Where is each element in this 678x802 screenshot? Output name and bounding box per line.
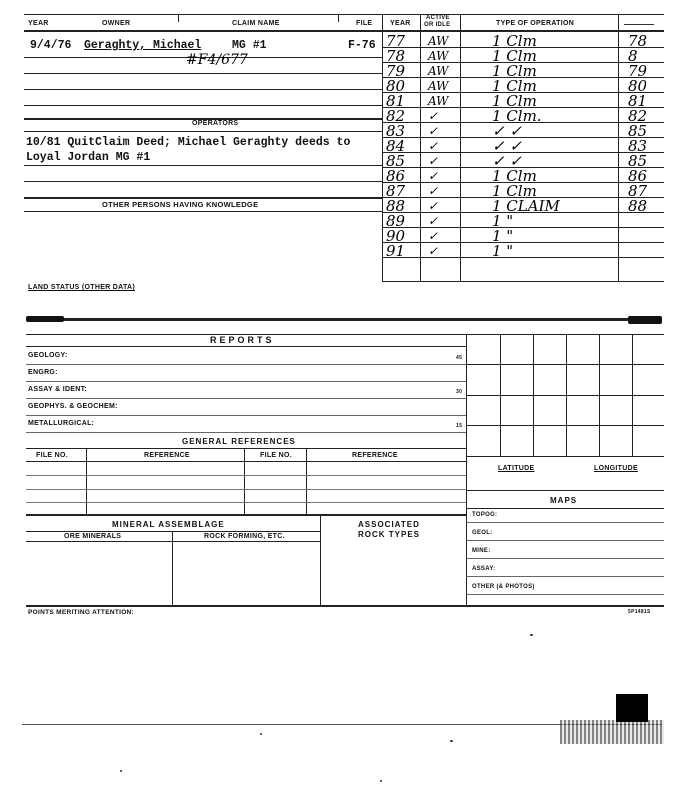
log-type: 1 Clm: [492, 77, 537, 95]
gr-file-no: FILE NO.: [36, 452, 68, 459]
log-active: ✓: [428, 139, 439, 153]
header-year: YEAR: [28, 20, 49, 27]
associated-rock-types-line-2: ROCK TYPES: [358, 530, 421, 539]
log-active: ✓: [428, 229, 439, 243]
maps-item-label: GEOL:: [472, 530, 493, 536]
log-type: 1 Clm: [492, 92, 537, 110]
log-active: AW: [428, 79, 449, 93]
log-year: 91: [386, 242, 406, 260]
log-right-number: 79: [628, 62, 648, 80]
log-active: AW: [428, 34, 449, 48]
log-year: 90: [386, 227, 406, 245]
latitude-label: LATITUDE: [498, 465, 535, 472]
log-right-number: 8: [628, 47, 638, 65]
gr-reference-2: REFERENCE: [352, 452, 398, 459]
log-year: 82: [386, 107, 406, 125]
land-status-label: LAND STATUS (OTHER DATA): [28, 284, 136, 291]
scan-mark-right: [628, 316, 662, 324]
report-row-label: GEOLOGY:: [28, 352, 68, 359]
header-year-2: YEAR: [390, 20, 411, 27]
log-type: 1 Clm: [492, 32, 537, 50]
mineral-assemblage-title: MINERAL ASSEMBLAGE: [112, 520, 225, 529]
log-right-number: 78: [628, 32, 648, 50]
header-active-label: ACTIVE: [426, 15, 450, 21]
report-row-label: METALLURGICAL:: [28, 420, 95, 427]
log-active: AW: [428, 49, 449, 63]
log-year: 78: [386, 47, 406, 65]
log-year: 81: [386, 92, 406, 110]
associated-rock-types-line-1: ASSOCIATED: [358, 520, 420, 529]
owner-entry-date: 9/4/76: [30, 39, 72, 52]
scan-dark-block: [616, 694, 648, 722]
header-file: FILE: [356, 20, 373, 27]
operators-label: OPERATORS: [192, 120, 239, 127]
maps-item-label: TOPOG:: [472, 512, 498, 518]
scan-mark-left: [26, 316, 64, 322]
log-right-number: 80: [628, 77, 648, 95]
log-right-number: 85: [628, 152, 648, 170]
general-references-title: GENERAL REFERENCES: [182, 437, 296, 446]
log-active: ✓: [428, 169, 439, 183]
log-type: 1 Clm: [492, 167, 537, 185]
log-right-number: 81: [628, 92, 648, 110]
form-code: 5P1481S: [628, 609, 651, 615]
log-year: 88: [386, 197, 406, 215]
points-meriting-attention-label: POINTS MERITING ATTENTION:: [28, 609, 135, 616]
owner-entry-name: Geraghty, Michael: [84, 39, 202, 52]
log-type: ✓ ✓: [492, 137, 522, 155]
owner-entry-file: F-76: [348, 39, 376, 52]
log-year: 89: [386, 212, 406, 230]
log-type: ✓ ✓: [492, 152, 522, 170]
report-row-number: 45: [456, 355, 463, 361]
log-right-number: 86: [628, 167, 648, 185]
log-type: 1 ": [492, 242, 514, 260]
log-year: 80: [386, 77, 406, 95]
log-type: 1 Clm: [492, 62, 537, 80]
maps-item-label: MINE:: [472, 548, 491, 554]
log-year: 84: [386, 137, 406, 155]
maps-item-label: ASSAY:: [472, 566, 496, 572]
owner-entry-claim: MG #1: [232, 39, 267, 52]
log-year: 83: [386, 122, 406, 140]
log-year: 87: [386, 182, 406, 200]
log-type: 1 ": [492, 212, 514, 230]
report-row-number: 30: [456, 389, 463, 395]
log-active: AW: [428, 64, 449, 78]
log-active: ✓: [428, 199, 439, 213]
maps-title: MAPS: [550, 496, 578, 505]
section-divider: [26, 318, 660, 321]
quitclaim-line-2: Loyal Jordan MG #1: [26, 151, 151, 164]
report-row-label: GEOPHYS. & GEOCHEM:: [28, 403, 118, 410]
maps-item-label: OTHER (& PHOTOS): [472, 584, 535, 590]
gr-reference: REFERENCE: [144, 452, 190, 459]
report-row-number: 15: [456, 423, 463, 429]
log-type: 1 Clm: [492, 182, 537, 200]
log-type: 1 CLAIM: [492, 197, 560, 215]
log-year: 79: [386, 62, 406, 80]
log-active: ✓: [428, 244, 439, 258]
owner-entry-handwritten-number: #F4/677: [186, 52, 248, 68]
log-type: 1 Clm: [492, 47, 537, 65]
report-row-label: ASSAY & IDENT:: [28, 386, 88, 393]
log-type: 1 ": [492, 227, 514, 245]
log-type: 1 Clm.: [492, 107, 542, 125]
log-year: 85: [386, 152, 406, 170]
log-active: AW: [428, 94, 449, 108]
log-active: ✓: [428, 184, 439, 198]
log-active: ✓: [428, 214, 439, 228]
log-active: ✓: [428, 124, 439, 138]
other-persons-label: OTHER PERSONS HAVING KNOWLEDGE: [102, 200, 259, 209]
reports-title: REPORTS: [210, 335, 275, 345]
log-right-number: 82: [628, 107, 648, 125]
header-claim-name: CLAIM NAME: [232, 20, 280, 27]
log-active: ✓: [428, 109, 439, 123]
longitude-label: LONGITUDE: [594, 465, 638, 472]
log-right-number: 88: [628, 197, 648, 215]
ore-minerals-label: ORE MINERALS: [64, 533, 122, 540]
rock-forming-label: ROCK FORMING, ETC.: [204, 533, 285, 540]
log-year: 86: [386, 167, 406, 185]
header-owner: OWNER: [102, 20, 131, 27]
header-type-of-operation: TYPE OF OPERATION: [496, 20, 575, 27]
header-or-idle-label: OR IDLE: [424, 22, 451, 28]
report-row-label: ENGRG:: [28, 369, 58, 376]
log-right-number: 87: [628, 182, 648, 200]
log-active: ✓: [428, 154, 439, 168]
gr-file-no-2: FILE NO.: [260, 452, 292, 459]
quitclaim-line-1: 10/81 QuitClaim Deed; Michael Geraghty deeds to: [26, 136, 351, 149]
scan-noise-patch: [560, 720, 664, 744]
log-right-number: 83: [628, 137, 648, 155]
log-year: 77: [386, 32, 406, 50]
log-right-number: 85: [628, 122, 648, 140]
log-type: ✓ ✓: [492, 122, 522, 140]
